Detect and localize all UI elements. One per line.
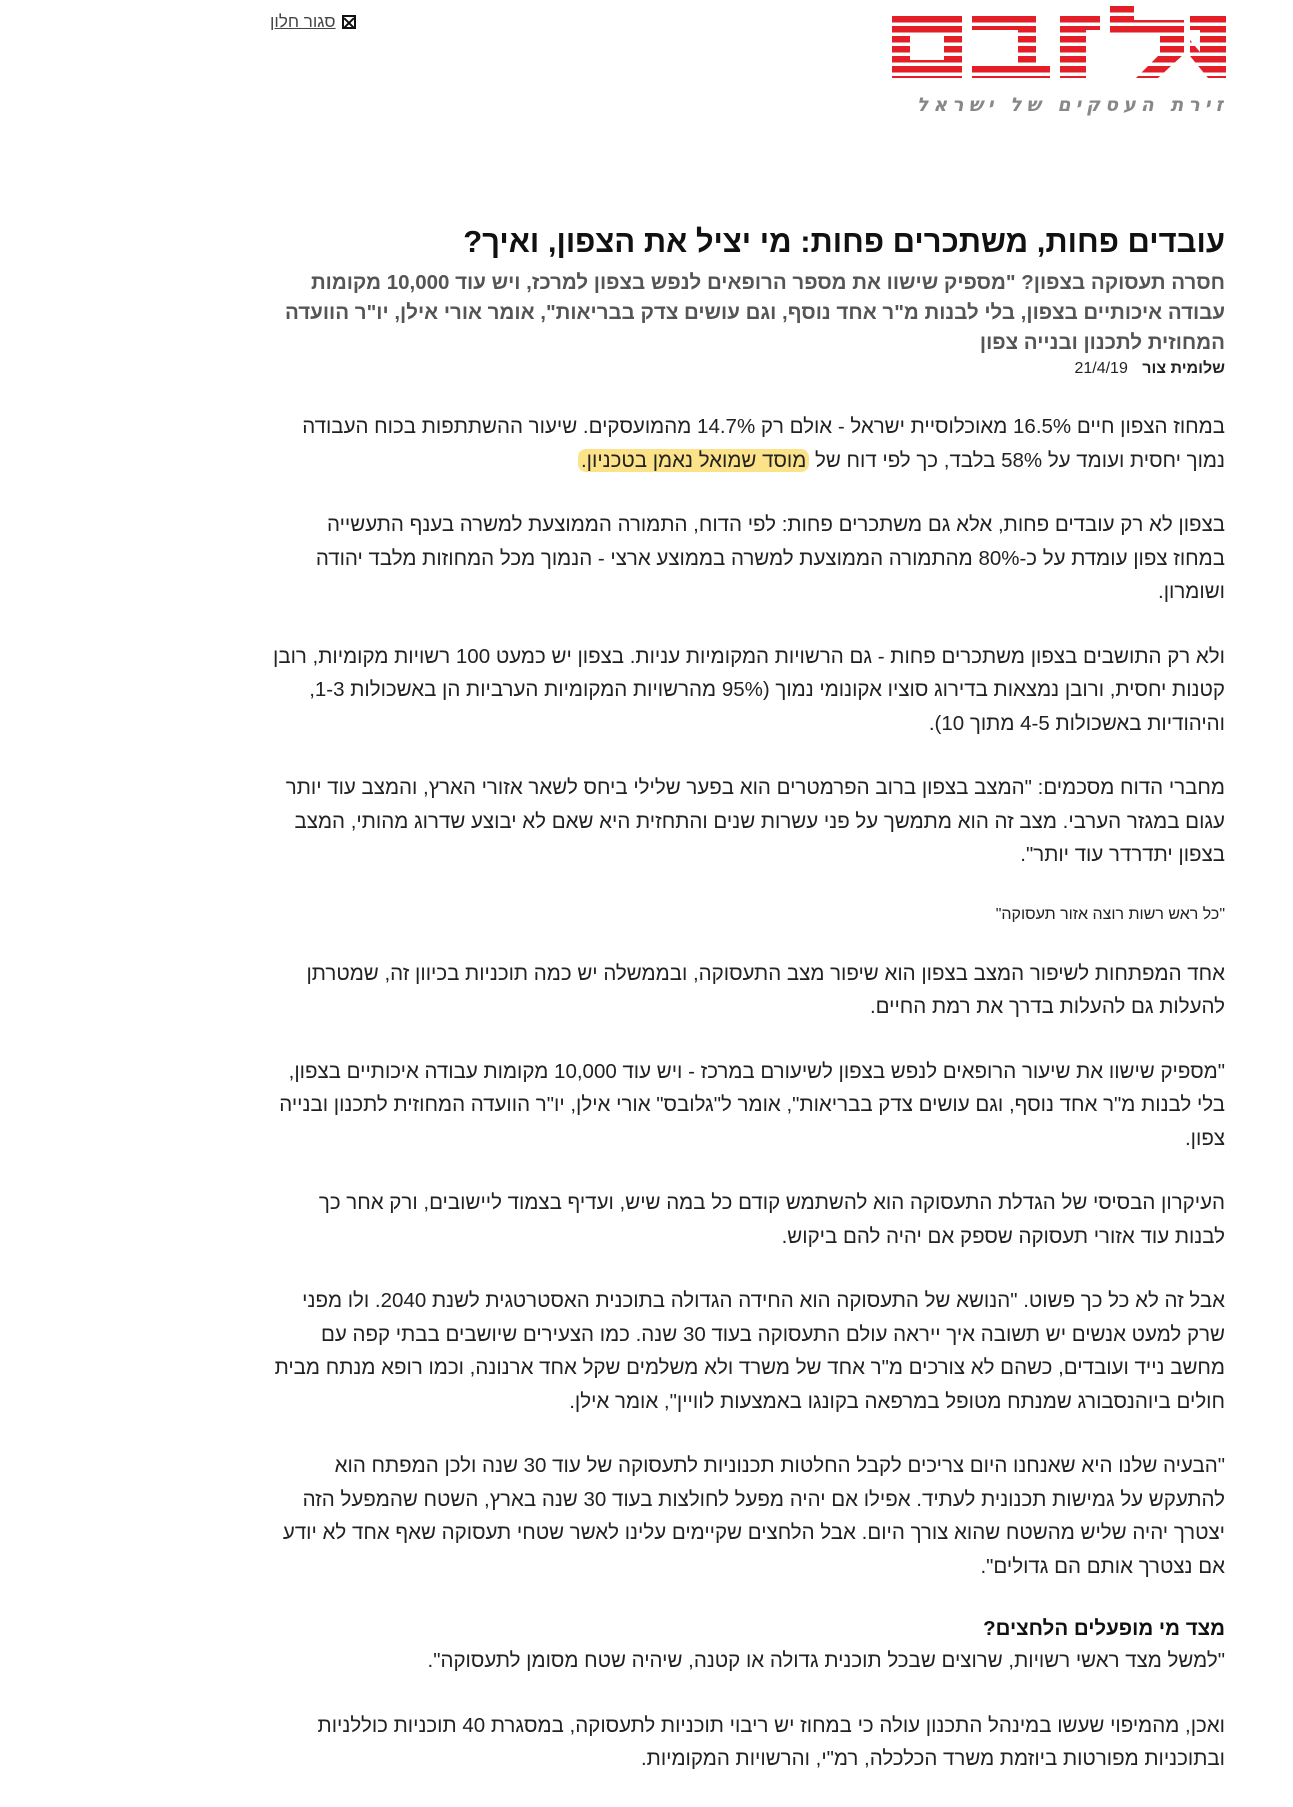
author-name[interactable]: שלומית צור [1142, 360, 1225, 377]
highlighted-link[interactable]: מוסד שמואל נאמן בטכניון. [578, 449, 809, 472]
article-body [270, 410, 1225, 1776]
publish-date: 21/4/19 [1074, 360, 1128, 377]
paragraph-4: מחברי הדוח מסכמים: "המצב בצפון ברוב הפרמטרים הוא בפער שלילי ביחס לשאר אזורי הארץ, והמצב עוד יותר עגום במגזר הערבי. מצב זה הוא מתמשך על פני עשרות שנים והתחזית היא שאם לא יבוצע שדרוג מהותי, המצב בצפון יתדרדר עוד יותר". [285, 776, 1225, 866]
paragraph-11: ואכן, מהמיפוי שעשו במינהל התכנון עולה כי במחוז יש ריבוי תוכניות לתעסוקה, במסגרת 40 תוכניות כוללניות ובתוכניות מפורטות ביוזמת משרד הכלכלה, רמ"י, והרשויות המקומיות. [317, 1713, 1225, 1770]
paragraph-1 [270, 410, 1225, 477]
byline [270, 358, 1225, 380]
globes-logo-icon [890, 6, 1228, 90]
close-window-link[interactable] [270, 12, 356, 32]
close-icon[interactable] [342, 15, 356, 29]
article-subhead: "כל ראש רשות רוצה אזור תעסוקה" [995, 905, 1225, 923]
paragraph-2: בצפון לא רק עובדים פחות, אלא גם משתכרים פחות: לפי הדוח, התמורה הממוצעת למשרה בענף התעשייה במחוז צפון עומדת על כ-80% מהתמורה הממוצעת למשרה בממוצע ארצי - הנמוך מכל המחוזות מלבד יהודה ושומרון. [315, 513, 1225, 603]
paragraph-8: אבל זה לא כל כך פשוט. "הנושא של התעסוקה הוא החידה הגדולה בתוכנית האסטרטגית לשנת 2040. ולו מפני שרק למעט אנשים יש תשובה איך ייראה עולם התעסוקה בעוד 30 שנה. כמו הצעירים שיושבים בבתי קפה עם מחשב נייד ועובדים, כשהם לא צורכים מ"ר אחד של משרד ולא משלמים שקל אחד ארנונה, וכמו רופא מנתח מבית חולים ביוהנסבורג שמנתח מטופל במרפאה בקונגו באמצעות לוויין", אומר אילן. [274, 1289, 1225, 1413]
paragraph-3: ולא רק התושבים בצפון משתכרים פחות - גם הרשויות המקומיות עניות. בצפון יש כמעט 100 רשויות מקומיות, רובן קטנות יחסית, ורובן נמצאות בדירוג סוציו אקונומי נמוך (95% מהרשויות המקומיות הערביות הן באשכולות 1-3, והיהודיות באשכולות 4-5 מתוך 10). [273, 644, 1225, 735]
article-subtitle: חסרה תעסוקה בצפון? "מספיק שישוו את מספר הרופאים לנפש בצפון למרכז, ויש עוד 10,000 מקומות עבודה איכותיים בצפון, בלי לבנות מ"ר אחד נוסף, וגם עושים צדק בבריאות", אומר אורי אילן, יו"ר הוועדה המחוזית לתכנון ובנייה צפון [284, 271, 1225, 354]
paragraph-7: העיקרון הבסיסי של הגדלת התעסוקה הוא להשתמש קודם כל במה שיש, ועדיף בצמוד ליישובים, ורק אחר כך לבנות עוד אזורי תעסוקה שספק אם יהיה להם ביקוש. [318, 1191, 1225, 1248]
logo-tagline: זירת העסקים של ישראל [916, 94, 1228, 116]
globes-logo[interactable] [890, 6, 1228, 116]
close-window-label[interactable]: סגור חלון [270, 12, 336, 31]
paragraph-5: אחד המפתחות לשיפור המצב בצפון הוא שיפור מצב התעסוקה, ובממשלה יש כמה תוכניות בכיוון זה, שמטרתן להעלות גם להעלות בדרך את רמת החיים. [306, 961, 1225, 1018]
paragraph-1-text: במחוז הצפון חיים 16.5% מאוכלוסיית ישראל - אולם רק 14.7% מהמועסקים. שיעור ההשתתפות בכוח העבודה נמוך יחסית ועומד על 58% בלבד, כך לפי דוח של [302, 415, 1225, 472]
paragraph-9: "הבעיה שלנו היא שאנחנו היום צריכים לקבל החלטות תכנוניות לתעסוקה של עוד 30 שנה ולכן המפתח הוא להתעקש על גמישות תכנונית לעתיד. אפילו אם יהיה מפעל לחולצות בעוד 30 שנה בארץ, השטח שהמפעל הזה יצטרך יהיה שליש מהשטח שהוא צורך היום. אבל הלחצים שקיימים עלינו לאשר שטחי תעסוקה שאף אחד לא יודע אם נצטרך אותם הם גדולים". [282, 1454, 1225, 1578]
article [270, 222, 1225, 1807]
paragraph-10: "למשל מצד ראשי רשויות, שרוצים שבכל תוכנית גדולה או קטנה, שיהיה שטח מסומן לתעסוקה". [427, 1649, 1225, 1672]
article-title: עובדים פחות, משתכרים פחות: מי יציל את הצפון, ואיך? [463, 224, 1225, 259]
paragraph-6: "מספיק שישוו את שיעור הרופאים לנפש בצפון לשיעורם במרכז - ויש עוד 10,000 מקומות עבודה איכותיים בצפון, בלי לבנות מ"ר אחד נוסף, וגם עושים צדק בבריאות", אומר ל"גלובס" אורי אילן, יו"ר הוועדה המחוזית לתכנון ובנייה צפון. [279, 1059, 1225, 1150]
section-title: מצד מי מופעלים הלחצים? [983, 1617, 1225, 1640]
